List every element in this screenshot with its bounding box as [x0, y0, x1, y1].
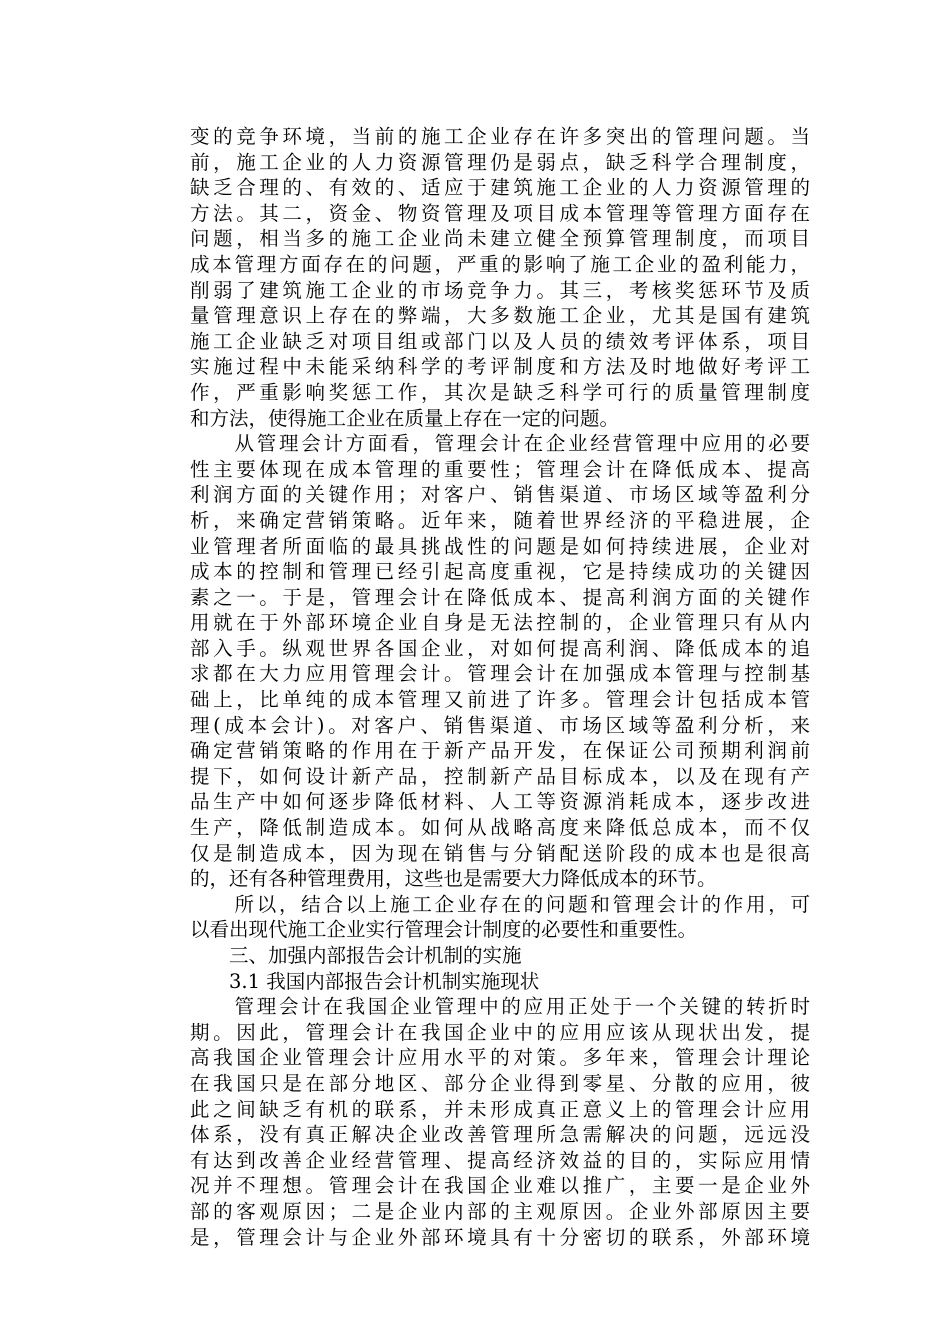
text-line: 体系，没有真正解决企业改善管理所急需解决的问题，远远没 — [190, 1123, 810, 1147]
text-line: 仅是制造成本，因为现在销售与分销配送阶段的成本也是很高 — [190, 841, 810, 865]
text-line: 前，施工企业的人力资源管理仍是弱点，缺乏科学合理制度， — [190, 150, 810, 174]
text-line: 部入手。纵观世界各国企业，对如何提高利润、降低成本的追 — [190, 636, 810, 660]
subsection-heading: 3.1 我国内部报告会计机制实施现状 — [190, 969, 540, 993]
text-line: 用就在于外部环境企业自身是无法控制的，企业管理只有从内 — [190, 611, 810, 635]
text-line: 确定营销策略的作用在于新产品开发，在保证公司预期利润前 — [190, 739, 810, 763]
text-line: 在我国只是在部分地区、部分企业得到零星、分散的应用，彼 — [190, 1071, 810, 1095]
text-line: 素之一。于是，管理会计在降低成本、提高利润方面的关键作 — [190, 585, 810, 609]
text-line: 管理会计在我国企业管理中的应用正处于一个关键的转折时 — [190, 995, 810, 1019]
text-line: 成本管理方面存在的问题，严重的影响了施工企业的盈利能力， — [190, 252, 810, 276]
text-line: 利润方面的关键作用；对客户、销售渠道、市场区域等盈利分 — [190, 483, 810, 507]
text-line: 量管理意识上存在的弊端，大多数施工企业，尤其是国有建筑 — [190, 304, 810, 328]
text-line: 变的竞争环境，当前的施工企业存在许多突出的管理问题。当 — [190, 125, 810, 148]
text-line: 性主要体现在成本管理的重要性；管理会计在降低成本、提高 — [190, 457, 810, 481]
text-line: 方法。其二，资金、物资管理及项目成本管理等管理方面存在 — [190, 201, 810, 225]
text-line: 求都在大力应用管理会计。管理会计在加强成本管理与控制基 — [190, 662, 810, 686]
text-line: 析，来确定营销策略。近年来，随着世界经济的平稳进展，企 — [190, 508, 810, 532]
text-line: 部的客观原因；二是企业内部的主观原因。企业外部原因主要 — [190, 1199, 810, 1223]
text-line: 和方法，使得施工企业在质量上存在一定的问题。 — [190, 406, 620, 430]
text-line: 问题，相当多的施工企业尚未建立健全预算管理制度，而项目 — [190, 227, 810, 251]
text-line: 提下，如何设计新产品，控制新产品目标成本，以及在现有产 — [190, 764, 810, 788]
text-line: 从管理会计方面看，管理会计在企业经营管理中应用的必要 — [190, 432, 810, 456]
text-line: 理(成本会计)。对客户、销售渠道、市场区域等盈利分析，来 — [190, 713, 810, 737]
text-line: 期。因此，管理会计在我国企业中的应用应该从现状出发，提 — [190, 1020, 810, 1044]
text-line: 况并不理想。管理会计在我国企业难以推广，主要一是企业外 — [190, 1174, 810, 1198]
text-line: 削弱了建筑施工企业的市场竞争力。其三，考核奖惩环节及质 — [190, 278, 810, 302]
text-line: 此之间缺乏有机的联系，并未形成真正意义上的管理会计应用 — [190, 1097, 810, 1121]
text-line: 品生产中如何逐步降低材料、人工等资源消耗成本，逐步改进 — [190, 790, 810, 814]
text-line: 缺乏合理的、有效的、适应于建筑施工企业的人力资源管理的 — [190, 176, 810, 200]
text-line: 作，严重影响奖惩工作，其次是缺乏科学可行的质量管理制度 — [190, 380, 810, 404]
text-line: 成本的控制和管理已经引起高度重视，它是持续成功的关键因 — [190, 560, 810, 584]
section-heading: 三、加强内部报告会计机制的实施 — [190, 944, 522, 967]
text-line: 的，还有各种管理费用，这些也是需要大力降低成本的环节。 — [190, 867, 717, 891]
text-line: 施工企业缺乏对项目组或部门以及人员的绩效考评体系，项目 — [190, 329, 810, 353]
body-text — [190, 124, 810, 1250]
text-line: 实施过程中未能采纳科学的考评制度和方法及时地做好考评工 — [190, 355, 810, 379]
text-line: 生产，降低制造成本。如何从战略高度来降低总成本，而不仅 — [190, 816, 810, 840]
text-line: 以看出现代施工企业实行管理会计制度的必要性和重要性。 — [190, 918, 698, 942]
text-line: 所以，结合以上施工企业存在的问题和管理会计的作用，可 — [190, 892, 810, 916]
text-line: 是，管理会计与企业外部环境具有十分密切的联系，外部环境 — [190, 1225, 810, 1249]
text-line: 业管理者所面临的最具挑战性的问题是如何持续进展，企业对 — [190, 534, 810, 558]
text-line: 有达到改善企业经营管理、提高经济效益的目的，实际应用情 — [190, 1148, 810, 1172]
text-line: 础上，比单纯的成本管理又前进了许多。管理会计包括成本管 — [190, 688, 810, 712]
text-line: 高我国企业管理会计应用水平的对策。多年来，管理会计理论 — [190, 1046, 810, 1070]
